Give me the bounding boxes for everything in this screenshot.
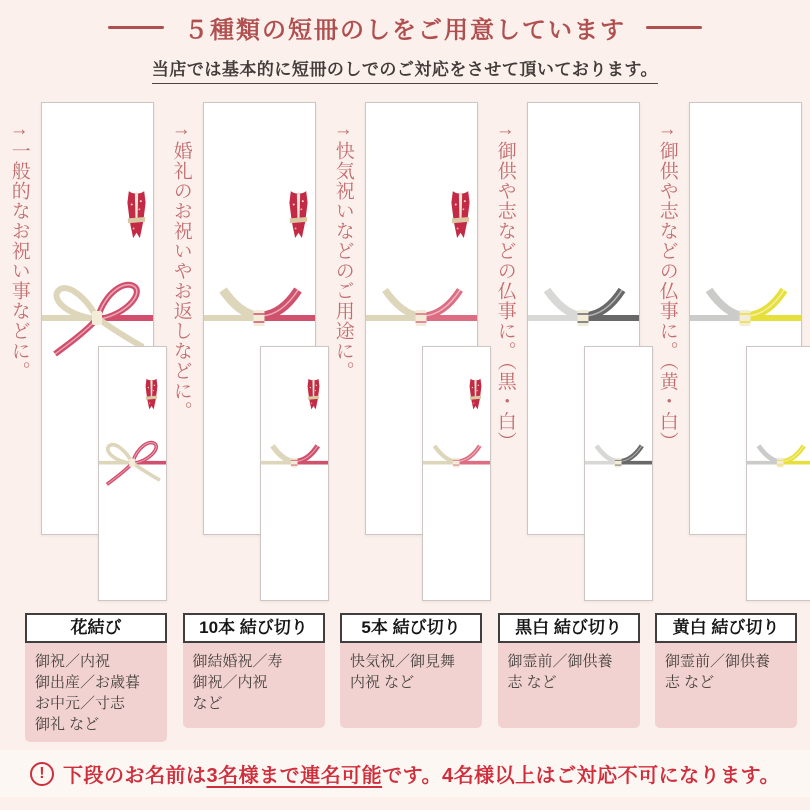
noshi-ornament-icon — [287, 190, 310, 242]
use-case-line: お中元／寸志 — [35, 695, 126, 712]
column-5hon-musubikiri — [324, 102, 486, 607]
knot-type-label: 花結び — [25, 613, 167, 643]
mizuhiki-ribbon-icon — [261, 428, 328, 501]
mizuhiki-ribbon-icon — [585, 428, 652, 501]
use-case-line: 内祝 など — [350, 674, 415, 691]
arrow-icon: → — [656, 119, 678, 141]
noshi-card-small — [260, 346, 329, 601]
use-case-line: 志 など — [507, 674, 557, 691]
exclamation-circle-icon: ! — [30, 762, 54, 786]
footer-note-text — [63, 759, 780, 788]
use-case-line: 御祝／内祝 — [192, 674, 268, 691]
arrow-icon: → — [494, 119, 516, 141]
noshi-ornament-icon — [125, 190, 148, 242]
use-case-line: 御礼 など — [35, 716, 100, 733]
noshi-card-small — [98, 346, 167, 601]
footer-text-post: です。4名様以上はご対応不可になります。 — [382, 765, 781, 787]
box-10hon-musubikiri — [183, 613, 325, 742]
usage-text: 御供や志などの仏事に。（黒・白） — [494, 141, 516, 452]
box-hana-musubi — [25, 613, 167, 742]
noshi-card-small — [584, 346, 653, 601]
usage-text: 婚礼のお祝いやお返しなどに。 — [170, 141, 192, 421]
subtitle-row — [0, 55, 810, 84]
usage-vertical-text — [331, 119, 354, 381]
mizuhiki-ribbon-icon — [747, 428, 810, 501]
noshi-columns — [0, 102, 810, 607]
use-case-list — [498, 643, 640, 728]
column-hana-musubi — [0, 102, 162, 607]
footer-note — [0, 750, 810, 797]
box-5hon-musubikiri — [340, 613, 482, 742]
usage-vertical-text — [169, 119, 192, 421]
use-case-line: 御霊前／御供養 — [507, 653, 613, 670]
column-kuroshiro-musubikiri — [486, 102, 648, 607]
title-dash-left — [108, 26, 164, 29]
use-case-list — [25, 643, 167, 742]
noshi-ornament-icon — [449, 190, 472, 242]
noshi-card-small — [422, 346, 491, 601]
title-row — [0, 10, 810, 44]
noshi-ornament-icon — [468, 378, 483, 412]
footer-text-underlined: 3名様まで連名可能 — [206, 765, 383, 787]
noshi-card-small — [746, 346, 810, 601]
arrow-icon: → — [170, 119, 192, 141]
use-case-line: 御結婚祝／寿 — [192, 653, 283, 670]
knot-type-label: 黄白 結び切り — [655, 613, 797, 643]
use-case-line: 快気祝／御見舞 — [350, 653, 456, 670]
use-case-line: 御出産／お歳暮 — [35, 674, 141, 691]
use-case-line: 御霊前／御供養 — [665, 653, 771, 670]
knot-type-boxes — [0, 613, 810, 742]
usage-vertical-text — [493, 119, 516, 452]
page-subtitle: 当店では基本的に短冊のしでのご対応をさせて頂いております。 — [152, 55, 658, 84]
column-10hon-musubikiri — [162, 102, 324, 607]
footer-text-pre: 下段のお名前は — [62, 765, 207, 787]
mizuhiki-ribbon-icon — [99, 428, 166, 501]
knot-type-label: 5本 結び切り — [340, 613, 482, 643]
knot-type-label: 10本 結び切り — [183, 613, 325, 643]
page-title: ５種類の短冊のしをご用意しています — [184, 16, 626, 44]
mizuhiki-ribbon-icon — [423, 428, 490, 501]
arrow-icon: → — [8, 119, 30, 141]
noshi-ornament-icon — [144, 378, 159, 412]
usage-vertical-text — [655, 119, 678, 452]
usage-text: 御供や志などの仏事に。（黄・白） — [656, 141, 678, 452]
use-case-list — [655, 643, 797, 728]
use-case-list — [183, 643, 325, 728]
use-case-line: 志 など — [665, 674, 715, 691]
usage-vertical-text — [7, 119, 30, 381]
use-case-line: など — [192, 695, 223, 712]
column-kishiro-musubikiri — [648, 102, 810, 607]
arrow-icon: → — [332, 119, 354, 141]
box-kishiro-musubikiri — [655, 613, 797, 742]
knot-type-label: 黒白 結び切り — [498, 613, 640, 643]
usage-text: 一般的なお祝い事などに。 — [8, 141, 30, 381]
use-case-list — [340, 643, 482, 728]
box-kuroshiro-musubikiri — [498, 613, 640, 742]
use-case-line: 御祝／内祝 — [35, 653, 111, 670]
header — [0, 0, 810, 84]
noshi-ornament-icon — [306, 378, 321, 412]
usage-text: 快気祝いなどのご用途に。 — [332, 141, 354, 381]
title-dash-right — [646, 26, 702, 29]
